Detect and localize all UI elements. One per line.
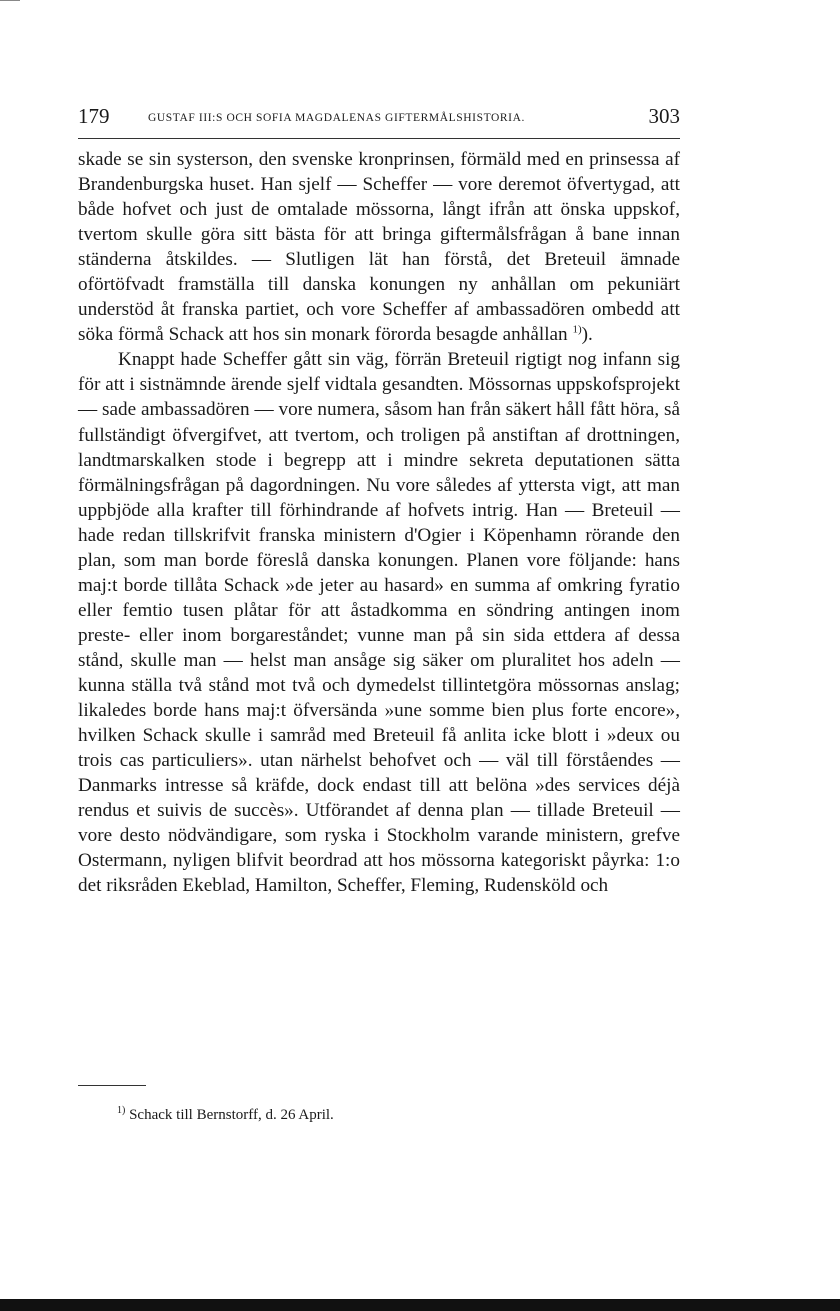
body-text: [78, 147, 680, 898]
left-page-number: 179: [78, 104, 110, 128]
paragraph-1-end: ).: [581, 324, 593, 346]
footnote-rule: [78, 1085, 146, 1086]
footnote-reference: 1): [572, 323, 582, 336]
footnote-text: Schack till Bernstorff, d. 26 April.: [129, 1107, 334, 1123]
paragraph-1-text: skade se sin systerson, den svenske kronprinsen, förmäld med en prinsessa af Brandenburgska huset. Han sjelf — Scheffer — vore deremot öfvertygad, att både hofvet och just de omtalade mössorna, långt ifrån att önska uppskof, tvertom skulle göra sitt bästa för att bringa giftermålsfrågan å bane innan ständerna åtskildes. — Slutligen lät han förstå, det Breteuil ämnade oförtöfvadt framställa till danska konungen ny anhållan om pekuniärt understöd åt franska partiet, och vore Scheffer af ambassadören ombedd att söka förmå Schack att hos sin monark förorda besagde anhållan: [78, 149, 680, 346]
scan-edge-top: [0, 0, 20, 1]
footnote: [117, 1102, 677, 1124]
paragraph-1: [78, 147, 680, 347]
right-page-number: 303: [648, 104, 680, 128]
header-rule: [78, 138, 680, 139]
paragraph-2: Knappt hade Scheffer gått sin väg, förrän Breteuil rigtigt nog infann sig för att i sistnämnde ärende sjelf vidtala gesandten. Mössornas uppskofsprojekt — sade ambassadören — vore numera, såsom han från säkert håll fått höra, så fullständigt öfvergifvet, att tvertom, och troligen på anstiftan af drottningen, landtmarskalken stode i begrepp att i mindre sekreta deputationen sätta förmälningsfrågan på dagordningen. Nu vore således af yttersta vigt, att man uppbjöde alla krafter till förhindrande af hofvets intrig. Han — Breteuil — hade redan tillskrifvit franska ministern d'Ogier i Köpenhamn rörande den plan, som man borde föreslå danska konungen. Planen vore följande: hans maj:t borde tillåta Schack »de jeter au hasard» en summa af omkring fyratio eller femtio tusen plåtar för att åstadkomma en söndring antingen inom preste- eller inom borgareståndet; vunne man på sin sida ettdera af dessa stånd, skulle man — helst man ansåge sig säker om pluralitet hos adeln — kunna ställa två stånd mot två och dymedelst tillintetgöra mössornas anslag; likaledes borde hans maj:t öfversända »une somme bien plus forte encore», hvilken Schack skulle i samråd med Breteuil få anlita icke blott i »deux ou trois cas particuliers». utan närhelst behofvet och — väl till förståendes — Danmarks intresse så kräfde, dock endast till att belöna »des services déjà rendus et suivis de succès». Utförandet af denna plan — tillade Breteuil — vore desto nödvändigare, som ryska i Stockholm varande ministern, grefve Ostermann, nyligen blifvit beordrad att hos mössorna kategoriskt påyrka: 1:o det riksråden Ekeblad, Hamilton, Scheffer, Fleming, Rudensköld och: [78, 349, 680, 897]
running-title: GUSTAF III:S OCH SOFIA MAGDALENAS GIFTERMÅLSHISTORIA.: [148, 112, 525, 124]
scan-edge-bottom: [0, 1299, 840, 1311]
running-header: [78, 100, 680, 136]
footnote-marker: 1): [117, 1105, 126, 1116]
